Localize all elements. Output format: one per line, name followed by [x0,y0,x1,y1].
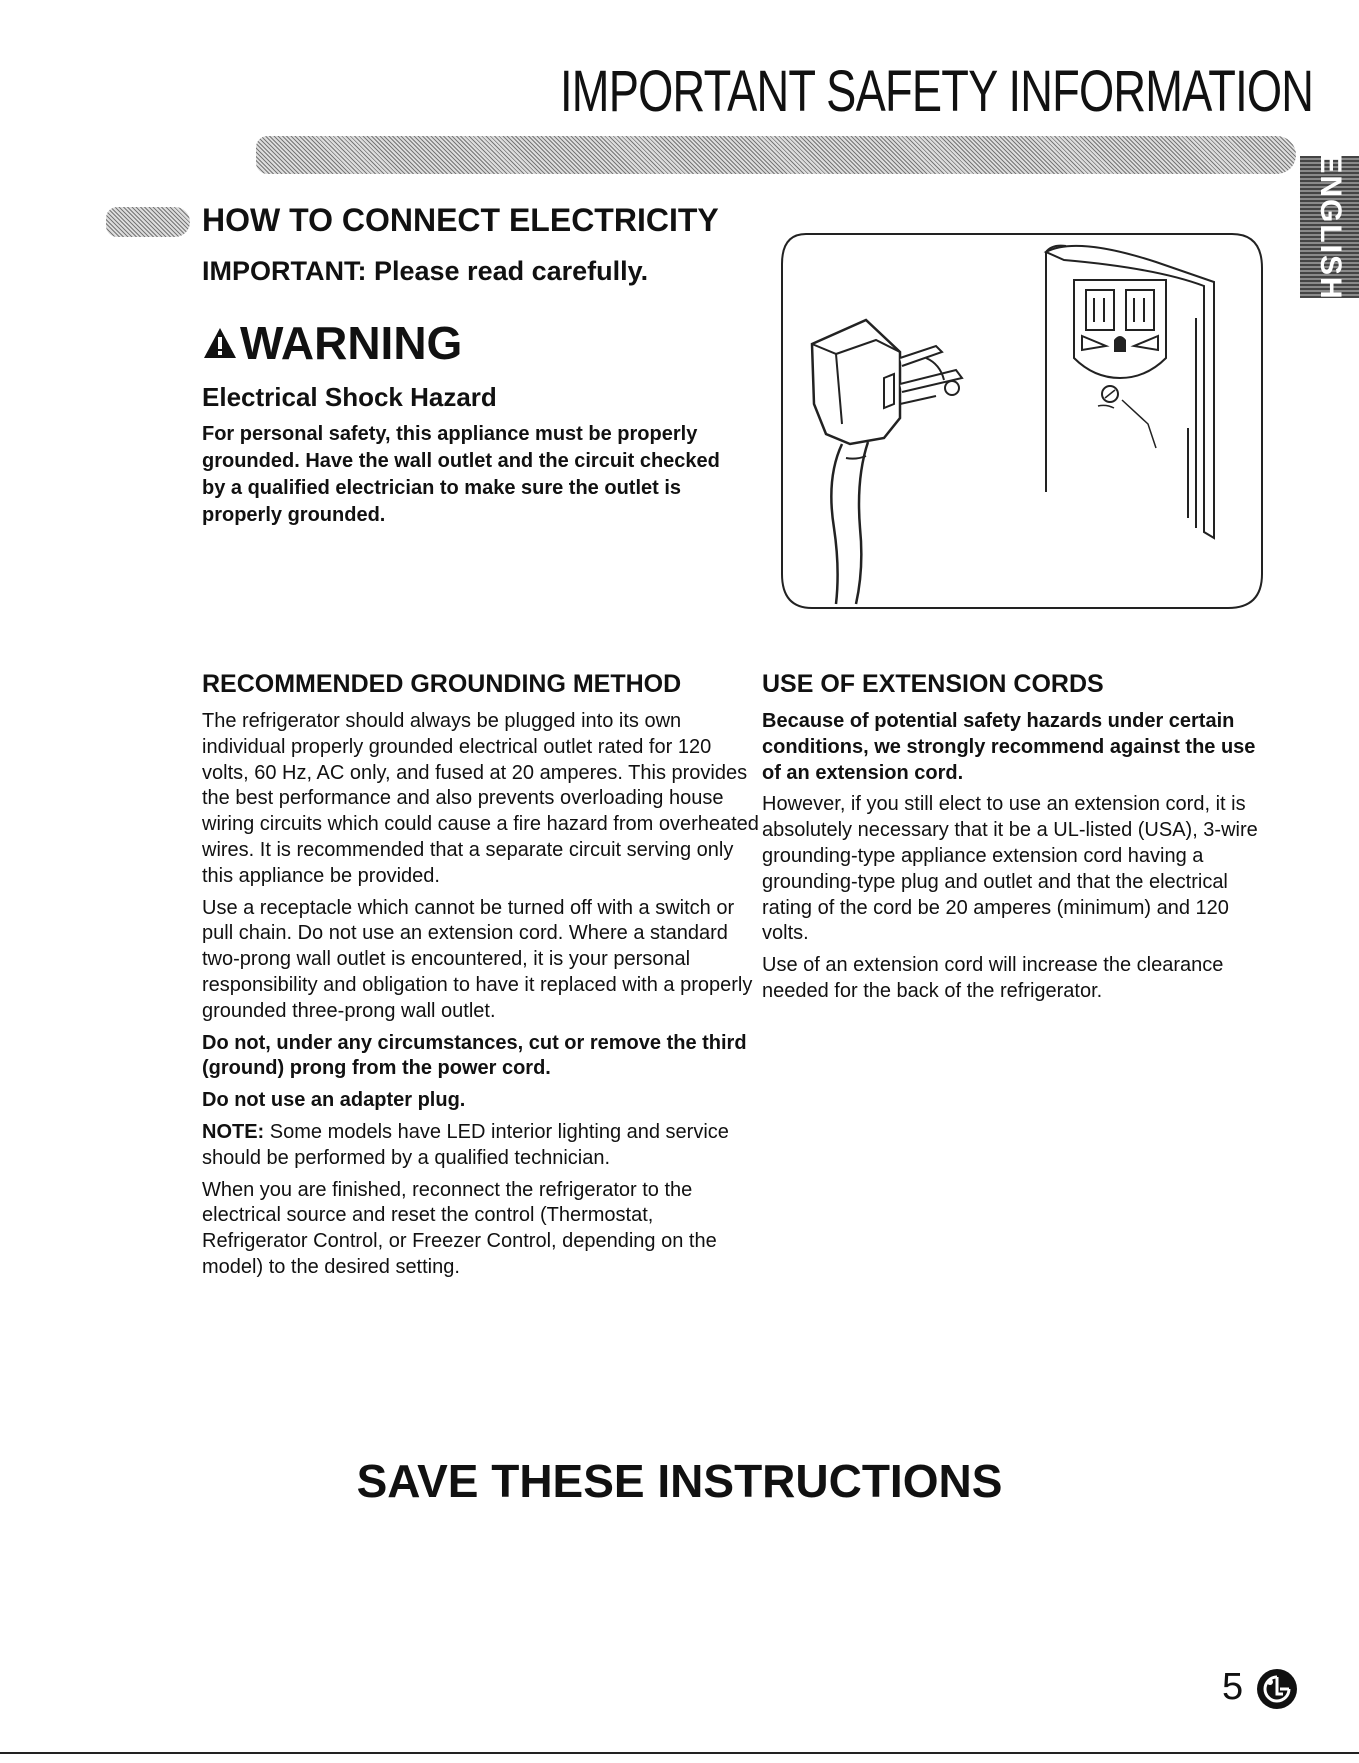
grounding-adapter-warning: Do not use an adapter plug. [202,1089,466,1112]
hazard-body: For personal safety, this appliance must be properly grounded. Have the wall outlet and the circuit checked by a qualified electrician to make sure the outlet is properly grounded. [202,423,720,526]
extension-warning: Because of potential safety hazards under certain conditions, we strongly recommend against the use of an extension cord. [762,710,1256,784]
plug-outlet-illustration [776,228,1268,614]
warning-heading [202,316,462,370]
grounding-note [202,1120,762,1172]
language-tab [1300,153,1359,301]
language-tab-label: ENGLISH [1313,153,1347,301]
grounding-section [202,670,762,1287]
save-instructions-banner: SAVE THESE INSTRUCTIONS [356,1455,1003,1507]
extension-heading: USE OF EXTENSION CORDS [762,670,1104,698]
lg-logo-icon [1256,1668,1298,1710]
hazard-title: Electrical Shock Hazard [202,382,497,412]
grounding-prong-warning: Do not, under any circumstances, cut or remove the third (ground) prong from the power cord. [202,1031,747,1080]
section-title: HOW TO CONNECT ELECTRICITY [202,202,719,238]
footer-rule [0,1752,1359,1754]
note-label: NOTE: [202,1120,265,1143]
grounding-heading: RECOMMENDED GROUNDING METHOD [202,670,682,698]
section-marker [106,207,190,237]
note-text: Some models have LED interior lighting and service should be performed by a qualified technician. [202,1120,729,1169]
important-notice: IMPORTANT: Please read carefully. [202,256,649,286]
grounding-paragraph: Use a receptacle which cannot be turned off with a switch or pull chain. Do not use an extension cord. Where a standard two-prong wall outlet is encountered, it is your personal responsibility and obligation to have it replaced with a properly grounded three-prong wall outlet. [202,896,753,1022]
extension-paragraph: Use of an extension cord will increase the clearance needed for the back of the refrigerator. [762,954,1224,1002]
extension-cords-section [762,670,1262,1011]
warning-label: WARNING [240,317,463,369]
extension-paragraph: However, if you still elect to use an extension cord, it is absolutely necessary that it be a UL-listed (USA), 3-wire grounding-type appliance extension cord having a grounding-type plug and outlet and that the electrical rating of the cord be 20 amperes (minimum) and 120 volts. [762,793,1258,945]
header-bar [256,136,1296,174]
grounding-paragraph: The refrigerator should always be plugged into its own individual properly grounded electrical outlet rated for 120 volts, 60 Hz, AC only, and fused at 20 amperes. This provides the best performance and also prevents overloading house wiring circuits which could cause a fire hazard from overheated wires. It is recommended that a separate circuit serving only this appliance be provided. [202,710,759,887]
page-number: 5 [1222,1666,1244,1708]
warning-triangle-icon [202,326,238,360]
grounding-paragraph: When you are finished, reconnect the refrigerator to the electrical source and reset the control (Thermostat, Refrigerator Control, or Freezer Control, depending on the model) to the desired setting. [202,1178,717,1278]
page-title: IMPORTANT SAFETY INFORMATION [560,59,1314,124]
